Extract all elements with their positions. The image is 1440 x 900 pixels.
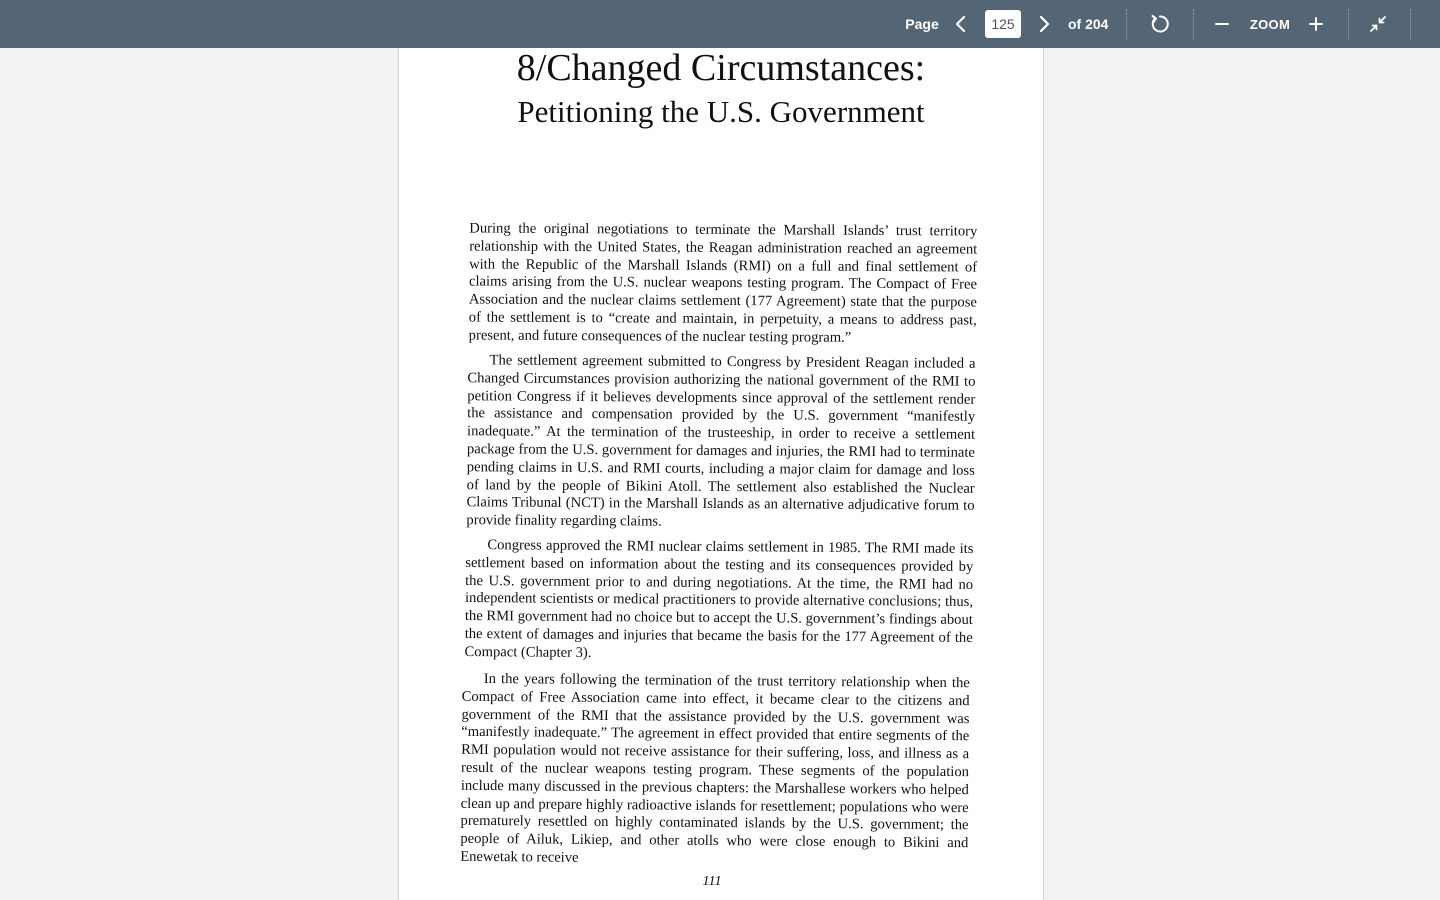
paragraph: In the years following the termination of the trust territory relationship when the Compact of Free Association came into effect, it became clear to the citizens and government of the RMI that the assistance provided by the U.S. government was “manifestly inadequate.” The agreement in effect provided that entire segments of the RMI population would not receive assistance for their suffering, loss, and illness as a result of the nuclear weapons testing program. These segments of the population include many discussed in the previous chapters: the Marshallese workers who helped clean up and prepare highly radioactive islands for resettlement; populations who were prematurely resettled on highly contaminated islands by the U.S. government; the people of Ailuk, Likiep, and other atolls who were close enough to Bikini and Enewetak to receive (460, 670, 970, 866)
zoom-in-button[interactable] (1302, 0, 1330, 48)
paragraph: During the original negotiations to terminate the Marshall Islands’ trust territory relationship with the United States, the Reagan administration reached an agreement with the Republic of the Marshall Islands (RMI) on a full and final settlement of claims arising from the U.S. nuclear weapons testing program. The Compact of Free Association and the nuclear claims settlement (177 Agreement) state that the purpose of the settlement is to “create and maintain, in perpetuity, a means to address past, present, and future consequences of the nuclear testing program.” (468, 220, 978, 346)
chapter-title: 8/Changed Circumstances: (516, 47, 926, 89)
exit-fullscreen-button[interactable] (1364, 0, 1392, 48)
total-pages-label: of 204 (1068, 16, 1109, 32)
page-number: 111 (702, 874, 722, 889)
zoom-out-button[interactable] (1208, 0, 1236, 48)
chevron-left-icon (954, 15, 968, 33)
toolbar-divider (1348, 9, 1349, 39)
viewer-toolbar (0, 0, 1440, 48)
paragraph: The settlement agreement submitted to Congress by President Reagan included a Changed Circumstances provision authorizing the national government of the RMI to petition Congress if it believes developments since approval of the settlement render the assistance and compensation provided by the U.S. government “manifestly inadequate.” At the termination of the trusteeship, in order to receive a settlement package from the U.S. government for damages and injuries, the RMI had to terminate pending claims in U.S. and RMI courts, including a major claim for damage and loss of land by the people of Bikini Atoll. The settlement also established the Nuclear Claims Tribunal (NCT) in the Marshall Islands as an alternative adjudicative forum to provide finality regarding claims. (466, 352, 976, 530)
page-number-input[interactable] (985, 10, 1021, 38)
page-label: Page (905, 16, 939, 32)
next-page-button[interactable] (1030, 0, 1058, 48)
chevron-right-icon (1037, 15, 1051, 33)
document-page (398, 48, 1044, 900)
collapse-icon (1369, 15, 1387, 33)
paragraph: Congress approved the RMI nuclear claims settlement in 1985. The RMI made its settlement based on information about the testing and its consequences provided by the U.S. government prior to and during negotiations. At the time, the RMI had no independent scientists or medical practitioners to provide alternative conclusions; thus, the RMI government had no choice but to accept the U.S. government’s findings about the extent of damages and injuries that became the basis for the 177 Agreement of the Compact (Chapter 3). (464, 537, 974, 661)
minus-icon (1214, 16, 1230, 32)
toolbar-divider (1193, 9, 1194, 39)
rotate-button[interactable] (1146, 0, 1174, 48)
plus-icon (1308, 16, 1324, 32)
previous-page-button[interactable] (947, 0, 975, 48)
toolbar-divider (1126, 9, 1127, 39)
chapter-subtitle: Petitioning the U.S. Government (517, 94, 925, 129)
rotate-icon (1149, 13, 1171, 35)
toolbar-divider (1410, 9, 1411, 39)
zoom-label: ZOOM (1249, 16, 1291, 32)
